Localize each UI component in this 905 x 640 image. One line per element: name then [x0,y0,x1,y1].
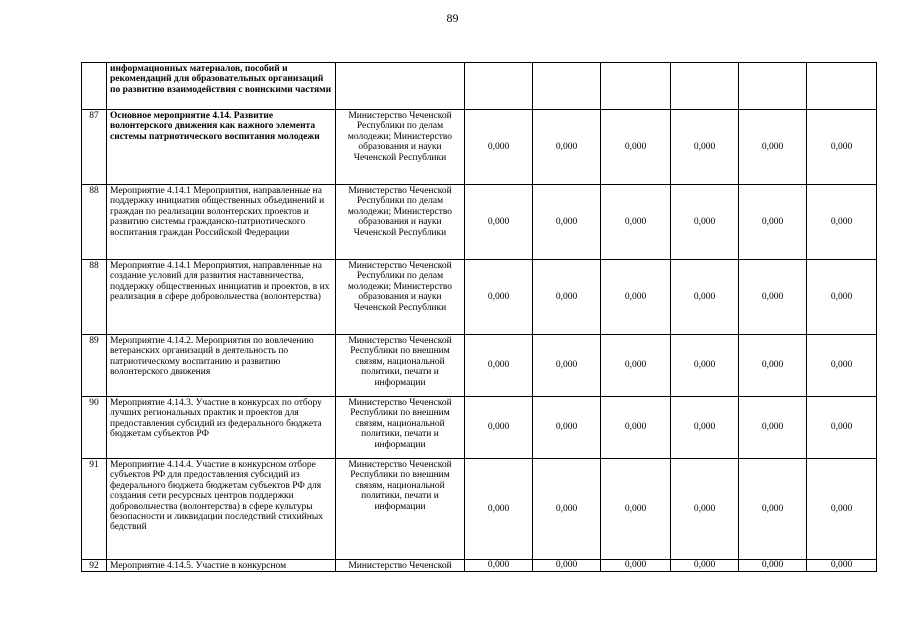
measure-name: Мероприятие 4.14.2. Мероприятия по вовлечению ветеранских организаций в деятельность по патриотическому воспитанию и развитию волонтерского движения [107,335,336,397]
value-cell: 0,000 [533,260,601,335]
row-number: 87 [82,110,107,185]
value-cell: 0,000 [533,560,601,572]
responsible-executor [336,63,465,110]
value-cell: 0,000 [533,110,601,185]
value-cell: 0,000 [807,560,877,572]
responsible-executor: Министерство Чеченской Республики по делам молодежи; Министерство образования и науки Чеченской Республики [336,110,465,185]
measure-name: Мероприятие 4.14.1 Мероприятия, направленные на создание условий для развития наставничества, поддержку общественных инициатив и проектов, в их реализация в сфере добровольчества (волонтерства) [107,260,336,335]
value-cell: 0,000 [671,459,739,560]
row-number: 90 [82,397,107,459]
value-cell [465,63,533,110]
value-cell: 0,000 [601,397,671,459]
measure-name: информационных материалов, пособий и рекомендаций для образовательных организаций по развитию взаимодействия с воинскими частями [107,63,336,110]
table-row [82,335,877,397]
responsible-executor: Министерство Чеченской Республики по делам молодежи; Министерство образования и науки Чеченской Республики [336,260,465,335]
value-cell: 0,000 [739,110,807,185]
value-cell: 0,000 [601,260,671,335]
table-row [82,110,877,185]
measure-name: Мероприятие 4.14.3. Участие в конкурсах по отбору лучших региональных практик и проектов для предоставления субсидий из федерального бюджета бюджетам субъектов РФ [107,397,336,459]
value-cell: 0,000 [807,185,877,260]
responsible-executor: Министерство Чеченской Республики по внешним связям, национальной политики, печати и информации [336,459,465,560]
value-cell: 0,000 [601,185,671,260]
value-cell: 0,000 [671,110,739,185]
value-cell: 0,000 [465,260,533,335]
measure-name: Мероприятие 4.14.1 Мероприятия, направленные на поддержку инициатив общественных объединений и граждан по реализации волонтерских проектов и развитию системы гражданско-патриотического воспитания граждан Российской Федерации [107,185,336,260]
value-cell: 0,000 [465,110,533,185]
value-cell: 0,000 [465,335,533,397]
value-cell: 0,000 [671,260,739,335]
responsible-executor: Министерство Чеченской Республики по внешним связям, национальной политики, печати и информации [336,335,465,397]
value-cell: 0,000 [739,335,807,397]
value-cell: 0,000 [601,335,671,397]
row-number: 92 [82,560,107,572]
value-cell: 0,000 [601,459,671,560]
value-cell: 0,000 [807,260,877,335]
value-cell: 0,000 [465,459,533,560]
table-row [82,459,877,560]
value-cell: 0,000 [739,397,807,459]
measure-name: Мероприятие 4.14.4. Участие в конкурсном отборе субъектов РФ для предоставления субсидий из федерального бюджета бюджетам субъектов РФ для создания сети ресурсных центров поддержки добровольчества (волонтерства) в сфере культуры безопасности и ликвидации последствий стихийных бедствий [107,459,336,560]
value-cell: 0,000 [601,560,671,572]
value-cell [739,63,807,110]
measure-name: Мероприятие 4.14.5. Участие в конкурсном [107,560,336,572]
row-number [82,63,107,110]
value-cell: 0,000 [739,459,807,560]
value-cell: 0,000 [465,560,533,572]
responsible-executor: Министерство Чеченской Республики по делам молодежи; Министерство образования и науки Чеченской Республики [336,185,465,260]
measures-table [81,62,877,572]
value-cell: 0,000 [601,110,671,185]
value-cell: 0,000 [739,260,807,335]
value-cell: 0,000 [671,397,739,459]
value-cell: 0,000 [533,459,601,560]
value-cell [671,63,739,110]
value-cell: 0,000 [465,397,533,459]
value-cell: 0,000 [807,110,877,185]
measure-name: Основное мероприятие 4.14. Развитие волонтерского движения как важного элемента системы патриотического воспитания молодежи [107,110,336,185]
value-cell: 0,000 [739,185,807,260]
value-cell: 0,000 [671,335,739,397]
value-cell: 0,000 [533,397,601,459]
value-cell: 0,000 [807,335,877,397]
value-cell: 0,000 [465,185,533,260]
value-cell [807,63,877,110]
value-cell: 0,000 [807,459,877,560]
page-number: 89 [446,11,459,25]
table-row [82,185,877,260]
value-cell: 0,000 [807,397,877,459]
table-row [82,560,877,572]
row-number: 88 [82,185,107,260]
table-row [82,63,877,110]
value-cell: 0,000 [671,185,739,260]
value-cell [601,63,671,110]
table-row [82,260,877,335]
table-row [82,397,877,459]
responsible-executor: Министерство Чеченской Республики по внешним связям, национальной политики, печати и информации [336,397,465,459]
value-cell: 0,000 [671,560,739,572]
row-number: 88 [82,260,107,335]
row-number: 91 [82,459,107,560]
value-cell: 0,000 [739,560,807,572]
value-cell [533,63,601,110]
responsible-executor: Министерство Чеченской [336,560,465,572]
value-cell: 0,000 [533,335,601,397]
value-cell: 0,000 [533,185,601,260]
row-number: 89 [82,335,107,397]
